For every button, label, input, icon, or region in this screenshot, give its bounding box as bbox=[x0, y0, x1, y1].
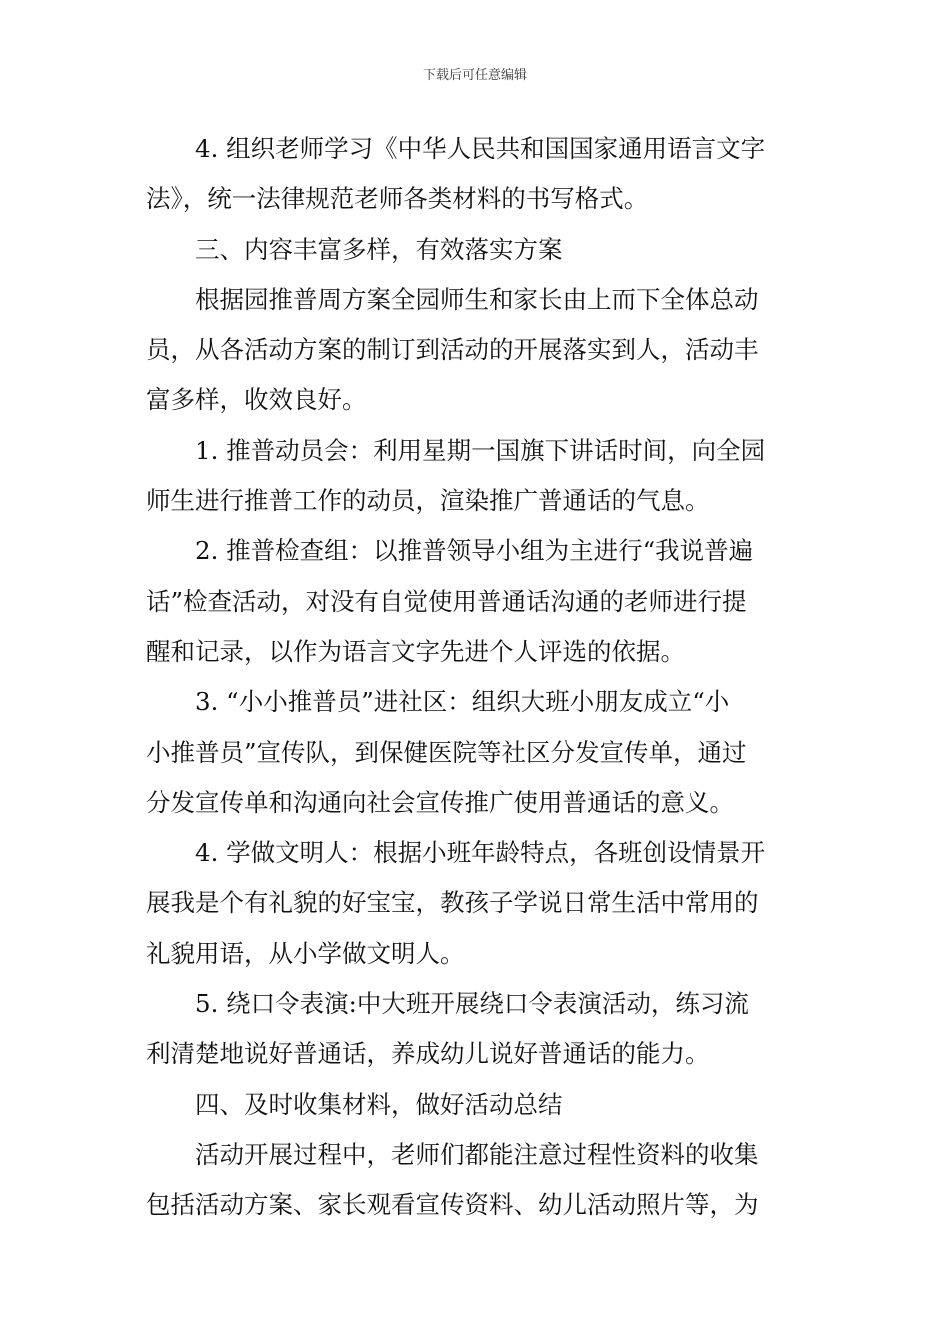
page-header: 下载后可任意编辑 bbox=[422, 68, 527, 83]
text-line: 2. 推普检查组：以推普领导小组为主进行“我说普遍 bbox=[195, 536, 754, 566]
text-line: 小推普员”宣传队，到保健医院等社区分发宣传单，通过 bbox=[146, 737, 747, 767]
text-line: 法》，统一法律规范老师各类材料的书写格式。 bbox=[146, 184, 649, 214]
text-line: 3. “小小推普员”进社区：组织大班小朋友成立“小 bbox=[195, 687, 730, 717]
text-line: 话”检查活动，对没有自觉使用普通话沟通的老师进行提 bbox=[146, 586, 747, 616]
text-line: 4. 学做文明人：根据小班年龄特点，各班创设情景开 bbox=[195, 838, 766, 868]
text-line: 4. 组织老师学习《中华人民共和国国家通用语言文字 bbox=[195, 134, 766, 163]
text-line: 展我是个有礼貌的好宝宝，教孩子学说日常生活中常用的 bbox=[146, 888, 759, 918]
text-line: 1. 推普动员会：利用星期一国旗下讲话时间，向全园 bbox=[195, 435, 766, 465]
text-line: 富多样，收效良好。 bbox=[146, 385, 367, 415]
document-body bbox=[146, 124, 806, 1231]
text-line: 师生进行推普工作的动员，渲染推广普通话的气息。 bbox=[146, 486, 710, 516]
text-line: 员，从各活动方案的制订到活动的开展落实到人，活动丰 bbox=[146, 335, 759, 365]
text-line: 礼貌用语，从小学做文明人。 bbox=[146, 938, 465, 968]
text-line: 分发宣传单和沟通向社会宣传推广使用普通话的意义。 bbox=[146, 787, 734, 817]
text-line: 利清楚地说好普通话，养成幼儿说好普通话的能力。 bbox=[146, 1039, 710, 1069]
text-line: 5. 绕口令表演:中大班开展绕口令表演活动，练习流 bbox=[195, 989, 749, 1019]
section-heading: 三、内容丰富多样，有效落实方案 bbox=[195, 234, 563, 264]
text-line: 根据园推普周方案全园师生和家长由上而下全体总动 bbox=[195, 284, 759, 314]
text-line: 包括活动方案、家长观看宣传资料、幼儿活动照片等，为 bbox=[146, 1190, 759, 1220]
text-line: 醒和记录，以作为语言文字先进个人评选的依据。 bbox=[146, 636, 685, 666]
text-line: 活动开展过程中，老师们都能注意过程性资料的收集 bbox=[195, 1139, 759, 1169]
section-heading: 四、及时收集材料，做好活动总结 bbox=[195, 1089, 563, 1119]
